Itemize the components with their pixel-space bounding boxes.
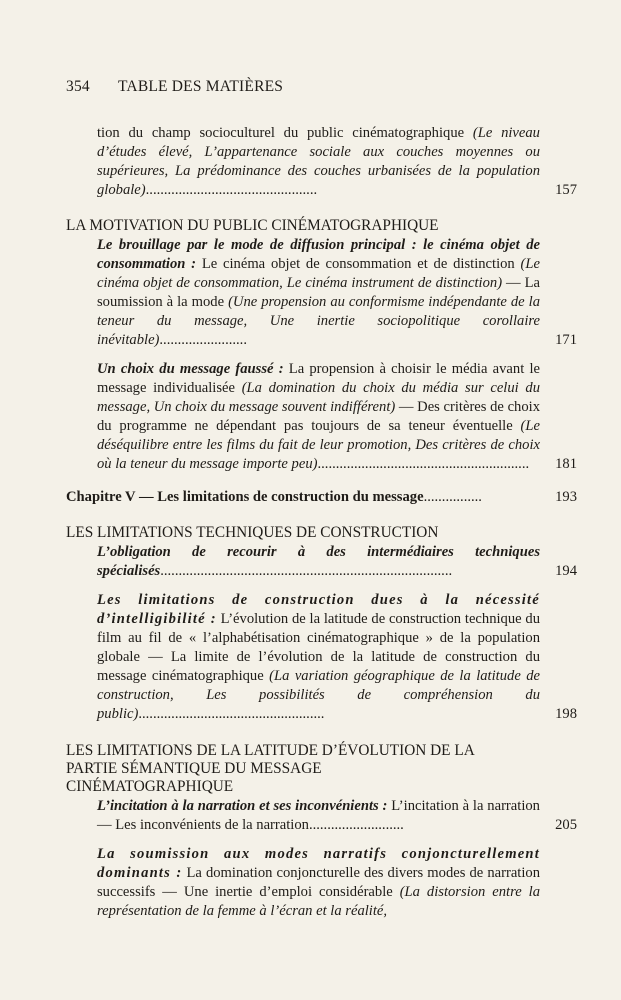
entry-text: La propension à choisir le média avant le message individualisée xyxy=(97,361,540,396)
section-heading: LA MOTIVATION DU PUBLIC CINÉMATOGRAPHIQUE xyxy=(66,217,439,234)
leader-dots: ................................................................................ xyxy=(160,563,453,579)
chapter-entry xyxy=(66,488,577,507)
entry-italic-text: (La distorsion entre la représentation de la femme à l’écran et la réalité, xyxy=(97,884,540,919)
entry-heading: L’obligation de recourir à des intermédiaires techniques spécialisés xyxy=(97,544,540,579)
entry-italic-text: (Le cinéma objet de consommation, Le cinéma instrument de distinction) xyxy=(97,256,540,291)
entry-text: — La soumission à la mode xyxy=(97,275,540,310)
entry-text: Le cinéma objet de consommation et de distinction xyxy=(196,256,521,272)
page-ref: 205 xyxy=(555,817,577,833)
entry-heading: Le brouillage par le mode de diffusion principal : le cinéma objet de consommation : xyxy=(97,237,540,272)
chapter-title: Chapitre V — Les limitations de construction du message xyxy=(66,489,424,505)
leader-dots: .......................................................... xyxy=(317,456,530,472)
leader-dots: ................................................... xyxy=(138,706,325,722)
toc-entry xyxy=(97,124,577,200)
entry-text: tion du champ socioculturel du public cinématographique xyxy=(97,125,473,141)
toc-entry xyxy=(97,797,577,835)
toc-entry xyxy=(97,360,577,474)
toc-entry xyxy=(97,543,577,581)
page-ref: 193 xyxy=(555,489,577,505)
running-title: TABLE DES MATIÈRES xyxy=(118,78,284,95)
entry-text: L’évolution de la latitude de construction technique du film au fil de « l’alphabétisation cinématographique » de la population globale — La limite de l’évolution de la latitude de construction du message cinématographique xyxy=(97,611,540,684)
running-header xyxy=(66,78,283,96)
entry-text: L’incitation à la narration — Les inconvénients de la narration xyxy=(97,798,540,833)
entry-heading: L’incitation à la narration et ses inconvénients : xyxy=(97,798,388,814)
toc-entry xyxy=(97,591,577,724)
section-heading: LES LIMITATIONS DE LA LATITUDE D’ÉVOLUTION DE LA PARTIE SÉMANTIQUE DU MESSAGE CINÉMATOGRAPHIQUE xyxy=(66,742,474,795)
leader-dots: ............................................... xyxy=(145,182,318,198)
entry-heading: La soumission aux modes narratifs conjoncturellement dominants : xyxy=(97,846,540,881)
entry-heading: Les limitations de construction dues à la nécessité d’intelligibilité : xyxy=(97,592,540,627)
entry-italic-text: (Le niveau d’études élevé, L’appartenance sociale aux couches moyennes ou supérieures, La prédominance des couches urbanisées de la population globale) xyxy=(97,125,540,198)
entry-italic-text: (La domination du choix du média sur celui du message, Un choix du message souvent indifférent) xyxy=(97,380,540,415)
table-of-contents xyxy=(66,124,577,931)
toc-entry xyxy=(97,845,540,921)
entry-italic-text: (La variation géographique de la latitude de construction, Les possibilités de compréhension du public) xyxy=(97,668,540,722)
toc-entry xyxy=(97,236,577,350)
page-ref: 171 xyxy=(555,332,577,348)
page-ref: 198 xyxy=(555,706,577,722)
entry-italic-text: (Une propension au conformisme indépendante de la teneur du message, Une inertie sociopolitique corollaire inévitable) xyxy=(97,294,540,348)
entry-heading: Un choix du message faussé : xyxy=(97,361,284,377)
page-number: 354 xyxy=(66,78,90,95)
entry-text: — Des critères de choix du programme ne dépendant pas toujours de sa teneur éventuelle xyxy=(97,399,540,434)
page-ref: 194 xyxy=(555,563,577,579)
entry-italic-text: (Le déséquilibre entre les films du fait de leur promotion, Des critères de choix où la teneur du message importe peu) xyxy=(97,418,540,472)
page-ref: 181 xyxy=(555,456,577,472)
entry-text: La domination conjoncturelle des divers modes de narration successifs — Une inertie d’emploi considérable xyxy=(97,865,540,900)
page-ref: 157 xyxy=(555,182,577,198)
section-heading: LES LIMITATIONS TECHNIQUES DE CONSTRUCTION xyxy=(66,524,439,541)
leader-dots: .......................... xyxy=(308,817,404,833)
leader-dots: ........................ xyxy=(159,332,247,348)
leader-dots: ................ xyxy=(423,489,482,505)
